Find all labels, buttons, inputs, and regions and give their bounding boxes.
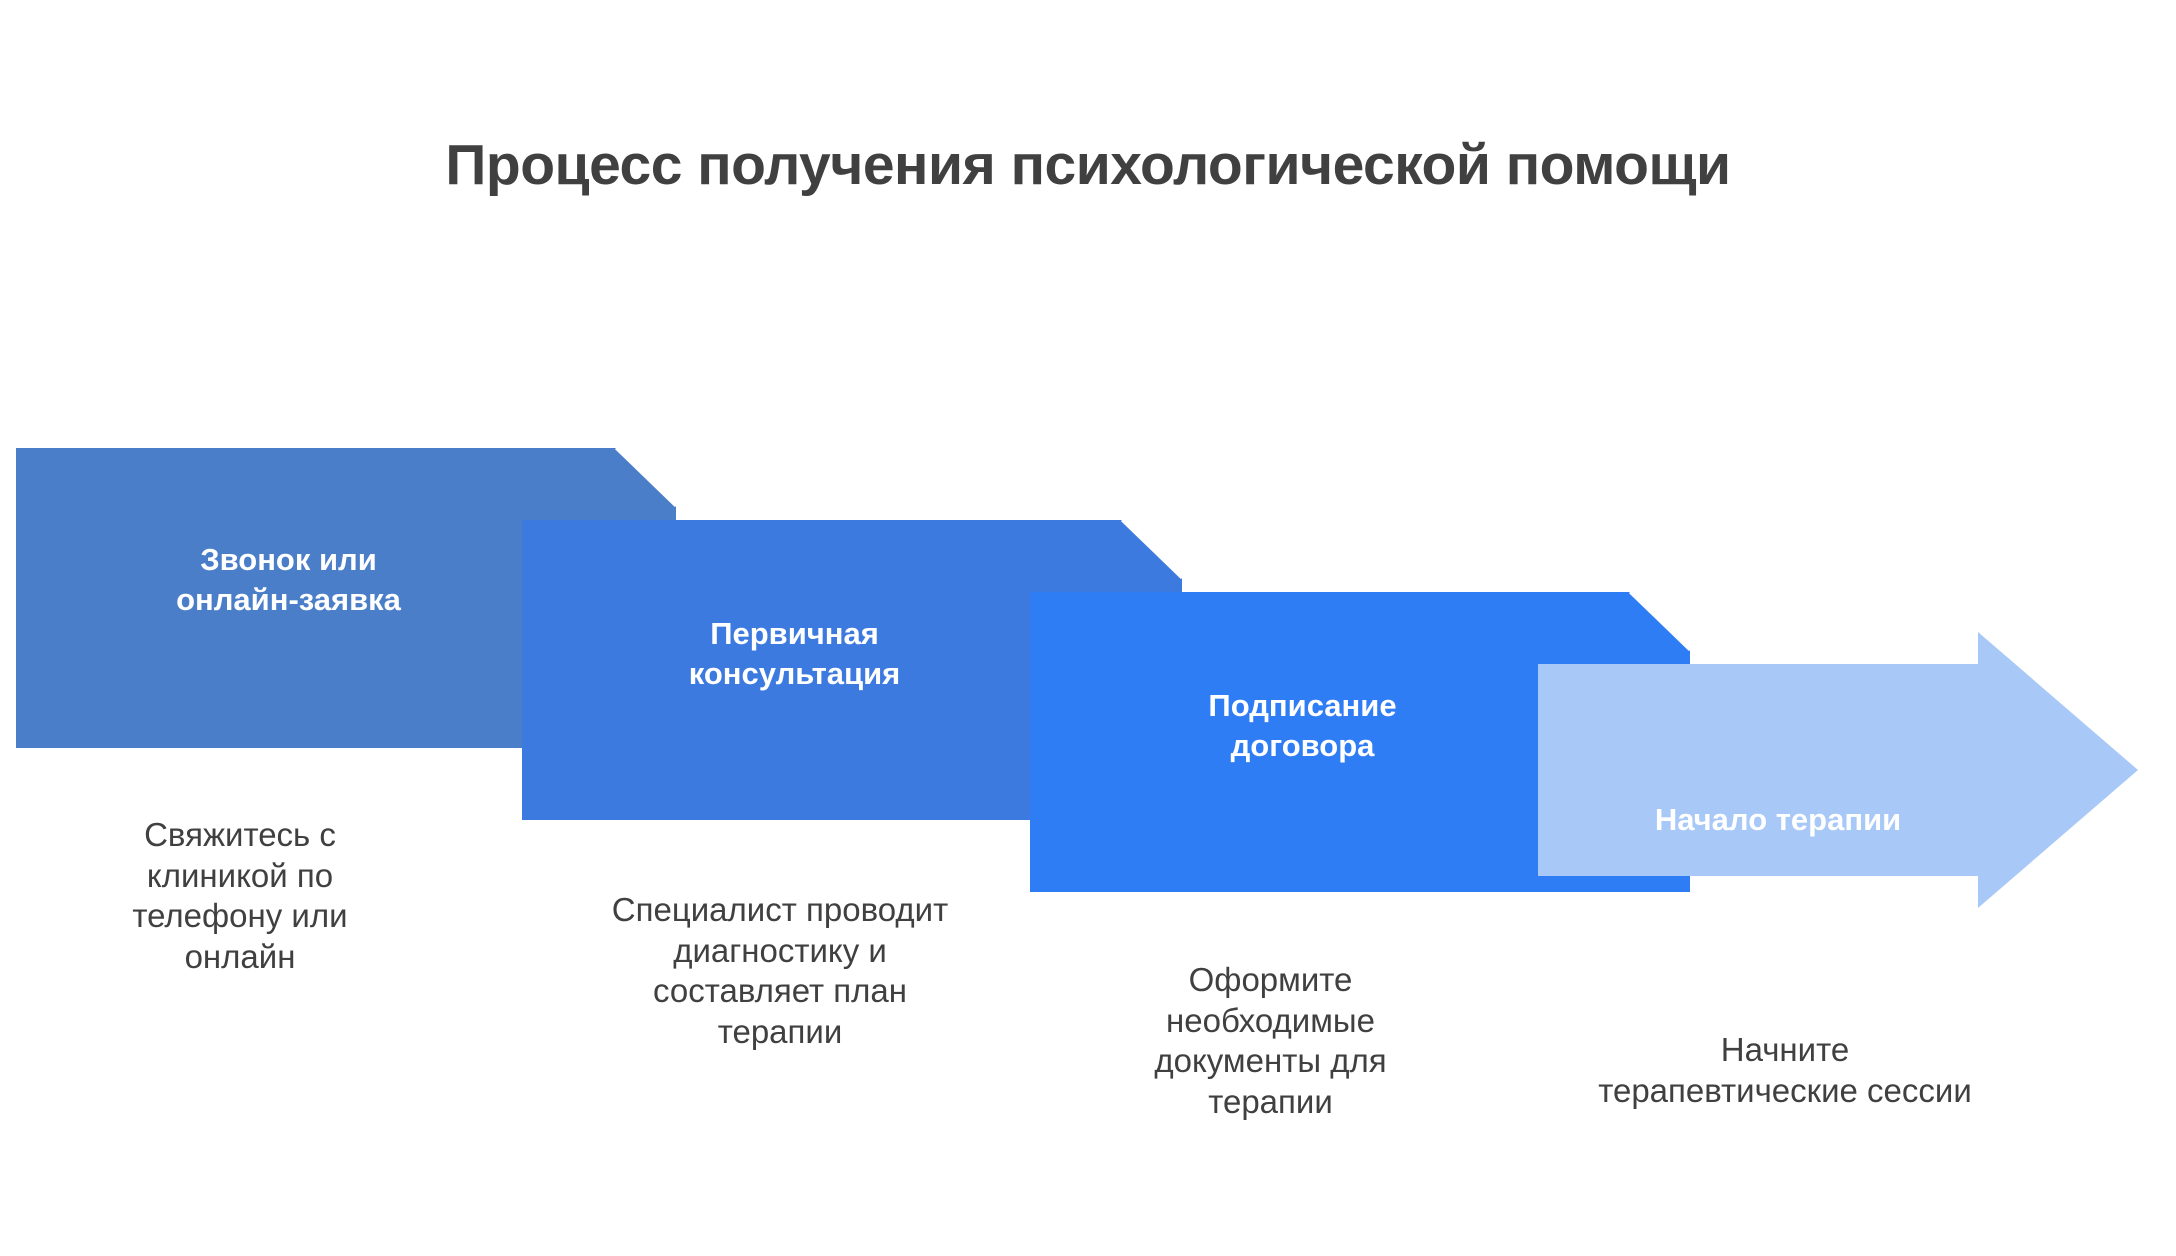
step-2-label-line2: консультация: [688, 655, 901, 691]
step-4-shape: [1538, 632, 2138, 972]
step-2-description: Специалист проводит диагностику и составляет план терапии: [611, 891, 949, 1050]
step-4-label-line1: Начало терапии: [1654, 802, 1902, 837]
step-3-label-line2: договора: [1230, 727, 1375, 763]
page-title: Процесс получения психологической помощи: [445, 133, 1731, 197]
step-1-label-line2: онлайн-заявка: [176, 581, 401, 617]
step-2-label-line1: Первичная: [710, 616, 879, 651]
step-1-label-line1: Звонок или: [200, 542, 377, 577]
step-4-description: Начните терапевтические сессии: [1598, 1031, 1972, 1109]
step-1-description: Свяжитесь с клиникой по телефону или онлайн: [132, 816, 348, 975]
step-3-description: Оформите необходимые документы для терапии: [1154, 961, 1387, 1120]
step-3-label-line1: Подписание: [1208, 688, 1397, 723]
